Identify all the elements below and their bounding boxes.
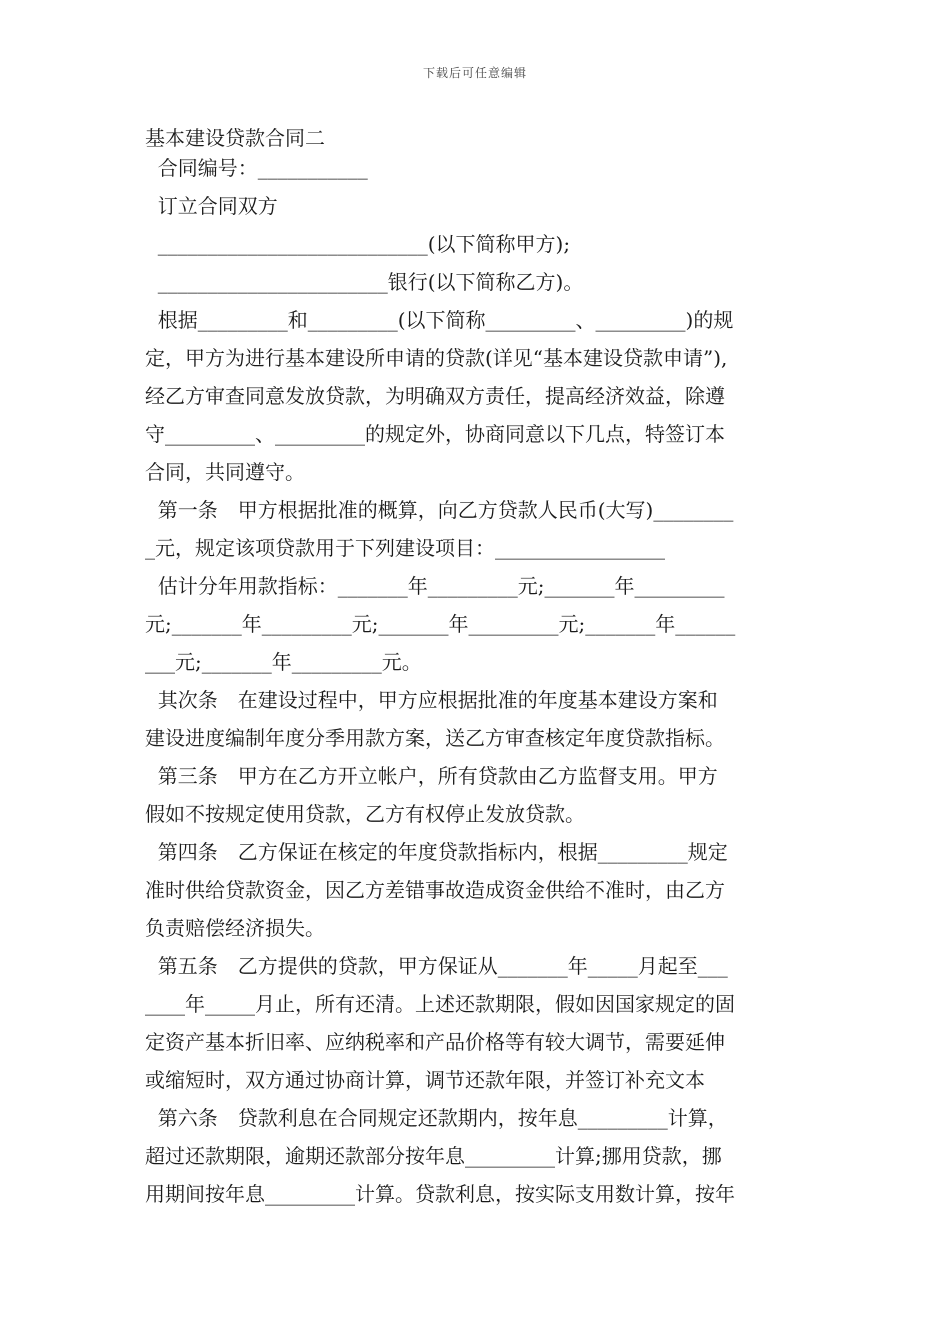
body-line: 经乙方审查同意发放贷款，为明确双方责任，提高经济效益，除遵 [145,384,725,408]
body-line: ____年_____月止，所有还清。上述还款期限，假如因国家规定的固 [145,992,735,1016]
body-line: 超过还款期限，逾期还款部分按年息_________计算;挪用贷款，挪 [145,1144,722,1168]
body-line: 用期间按年息_________计算。贷款利息，按实际支用数计算，按年 [145,1182,735,1206]
body-line: 合同编号：___________ [145,156,368,180]
body-line: 假如不按规定使用贷款，乙方有权停止发放贷款。 [145,802,585,826]
body-line: 其次条 在建设过程中，甲方应根据批准的年度基本建设方案和 [145,688,718,712]
body-line: ___元;_______年_________元。 [145,650,422,674]
body-line: 元;_______年_________元;_______年_________元;_______年______ [145,612,736,636]
body-line: 准时供给贷款资金，因乙方差错事故造成资金供给不准时，由乙方 [145,878,725,902]
body-line: 根据_________和_________(以下简称_________、_________)的规 [145,308,734,332]
body-line: 估计分年用款指标：_______年_________元;_______年_________ [145,574,725,598]
body-line: 合同，共同遵守。 [145,460,305,484]
body-line: 建设进度编制年度分季用款方案，送乙方审查核定年度贷款指标。 [145,726,725,750]
body-line: 第五条 乙方提供的贷款，甲方保证从_______年_____月起至___ [145,954,728,978]
document-title: 基本建设贷款合同二 [145,126,325,150]
body-line: 第六条 贷款利息在合同规定还款期内，按年息_________计算， [145,1106,728,1130]
body-line: 订立合同双方 [145,194,278,218]
body-line: 或缩短时，双方通过协商计算，调节还款年限，并签订补充文本 [145,1068,705,1092]
body-line: 第三条 甲方在乙方开立帐户，所有贷款由乙方监督支用。甲方 [145,764,718,788]
body-line: 定，甲方为进行基本建设所申请的贷款(详见“基本建设贷款申请”), [145,346,728,370]
body-line: 守_________、_________的规定外，协商同意以下几点，特签订本 [145,422,725,446]
body-line: ___________________________(以下简称甲方); [145,232,571,256]
body-line: 第四条 乙方保证在核定的年度贷款指标内，根据_________规定 [145,840,728,864]
body-line: _元，规定该项贷款用于下列建设项目：_________________ [145,536,665,560]
body-line: 第一条 甲方根据批准的概算，向乙方贷款人民币(大写)________ [145,498,734,522]
download-note: 下载后可任意编辑 [422,66,527,80]
body-line: 负责赔偿经济损失。 [145,916,325,940]
body-line: 定资产基本折旧率、应纳税率和产品价格等有较大调节，需要延伸 [145,1030,725,1054]
body-line: _______________________银行(以下简称乙方)。 [145,270,584,294]
